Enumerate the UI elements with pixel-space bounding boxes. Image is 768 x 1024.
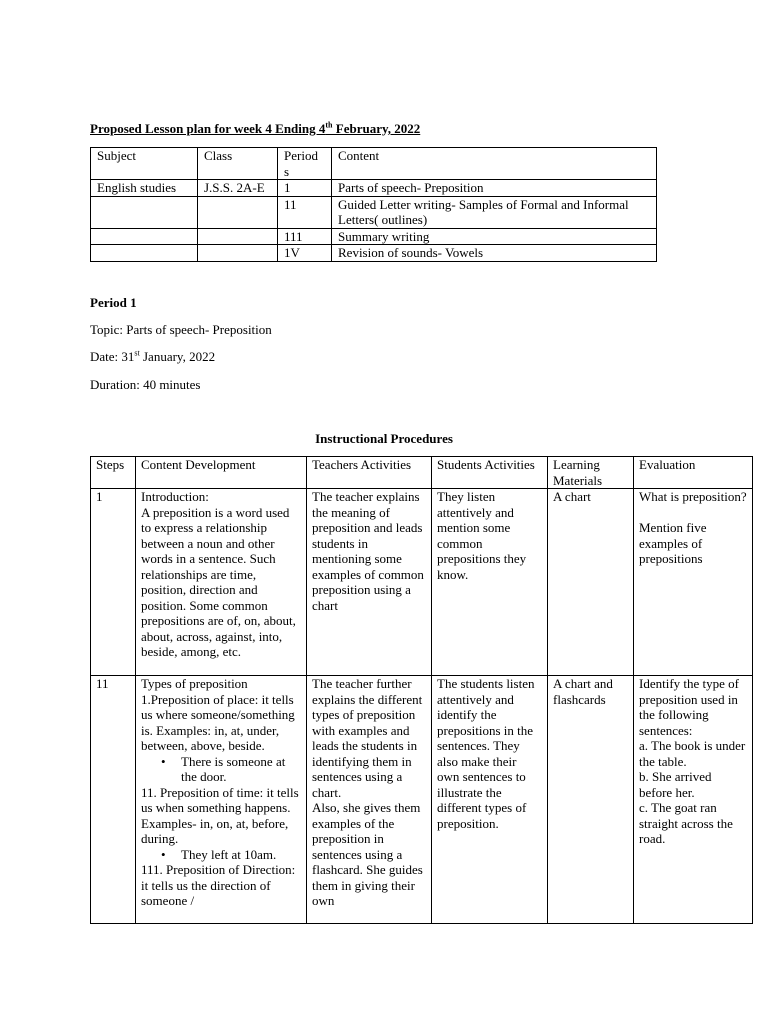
summary-cell (198, 245, 278, 262)
summary-header-periods: Period s (278, 148, 332, 180)
summary-header-row (91, 148, 657, 180)
summary-cell (91, 196, 198, 228)
summary-cell: J.S.S. 2A-E (198, 180, 278, 197)
summary-cell: Parts of speech- Preposition (332, 180, 657, 197)
procedures-title: Instructional Procedures (315, 431, 453, 446)
step-number: 11 (91, 676, 136, 924)
summary-cell: Guided Letter writing- Samples of Formal and Informal Letters( outlines) (332, 196, 657, 228)
summary-row (91, 180, 657, 197)
summary-header-class: Class (198, 148, 278, 180)
header-learning-materials: Learning Materials (548, 457, 634, 489)
header-teachers-activities: Teachers Activities (307, 457, 432, 489)
evaluation-cell: What is preposition? Mention five examples of prepositions (634, 489, 753, 676)
procedures-header-row (91, 457, 753, 489)
period-duration: Duration: 40 minutes (90, 377, 201, 392)
period-title: Period 1 (90, 295, 137, 310)
summary-cell: Revision of sounds- Vowels (332, 245, 657, 262)
summary-row (91, 196, 657, 228)
example-item: • There is someone at the door. (181, 754, 301, 785)
header-students-activities: Students Activities (432, 457, 548, 489)
learning-materials-cell: A chart and flashcards (548, 676, 634, 924)
summary-cell (198, 228, 278, 245)
example-item: • They left at 10am. (181, 847, 301, 863)
summary-row (91, 228, 657, 245)
students-activities-cell: The students listen attentively and identify the prepositions in the sentences. They also make their own sentences to illustrate the different types of preposition. (432, 676, 548, 924)
date-text: Date: 31 (90, 349, 135, 364)
teachers-activities-text: The teacher further explains the different types of preposition with examples and leads the students in identifying them in sentences using a chart. Also, she gives them examples of the preposition in sentences using a flashcard. She guides them in giving their own (312, 676, 423, 908)
header-evaluation: Evaluation (634, 457, 753, 489)
summary-cell: 11 (278, 196, 332, 228)
summary-cell: 1V (278, 245, 332, 262)
header-steps: Steps (91, 457, 136, 489)
summary-row (91, 245, 657, 262)
summary-header-content: Content (332, 148, 657, 180)
content-text: Types of preposition 1.Preposition of place: it tells us where someone/something is. Examples: in, at, under, between, above, beside. (141, 676, 295, 753)
header-content-development: Content Development (136, 457, 307, 489)
learning-materials-cell: A chart (548, 489, 634, 676)
date-superscript: st (134, 348, 140, 358)
procedure-row-2 (91, 676, 753, 924)
summary-table (90, 147, 657, 262)
summary-cell: 1 (278, 180, 332, 197)
students-activities-cell: They listen attentively and mention some common prepositions they know. (432, 489, 548, 676)
summary-cell (91, 228, 198, 245)
example-list (141, 754, 301, 785)
content-development-cell: Introduction: A preposition is a word used to express a relationship between a noun and other words in a sentence. Such relationships are time, position, direction and position. Some common prepositions are of, on, about, about, across, against, into, beside, among, etc. (136, 489, 307, 676)
step-number: 1 (91, 489, 136, 676)
evaluation-cell: Identify the type of preposition used in the following sentences: a. The book is under the table. b. She arrived before her. c. The goat ran straight across the road. (634, 676, 753, 924)
teachers-activities-cell (307, 676, 432, 924)
heading-superscript: th (325, 120, 333, 130)
summary-cell: Summary writing (332, 228, 657, 245)
summary-cell: English studies (91, 180, 198, 197)
period-date (90, 349, 215, 365)
summary-cell: 111 (278, 228, 332, 245)
period-topic: Topic: Parts of speech- Preposition (90, 322, 272, 337)
summary-header-subject: Subject (91, 148, 198, 180)
lesson-plan-heading (90, 121, 420, 137)
summary-cell (91, 245, 198, 262)
content-text: 111. Preposition of Direction: it tells us the direction of someone / (141, 862, 296, 908)
content-development-cell (136, 676, 307, 924)
content-text: 11. Preposition of time: it tells us when something happens. Examples- in, on, at, before, during. (141, 784, 299, 846)
procedures-table (90, 456, 753, 924)
example-list (141, 847, 301, 863)
heading-text: Proposed Lesson plan for week 4 Ending 4 (90, 121, 326, 136)
summary-cell (198, 196, 278, 228)
procedure-row-1 (91, 489, 753, 676)
teachers-activities-cell: The teacher explains the meaning of preposition and leads students in mentioning some examples of common preposition using a chart (307, 489, 432, 676)
heading-text-end: February, 2022 (332, 121, 421, 136)
date-text-end: January, 2022 (139, 349, 216, 364)
